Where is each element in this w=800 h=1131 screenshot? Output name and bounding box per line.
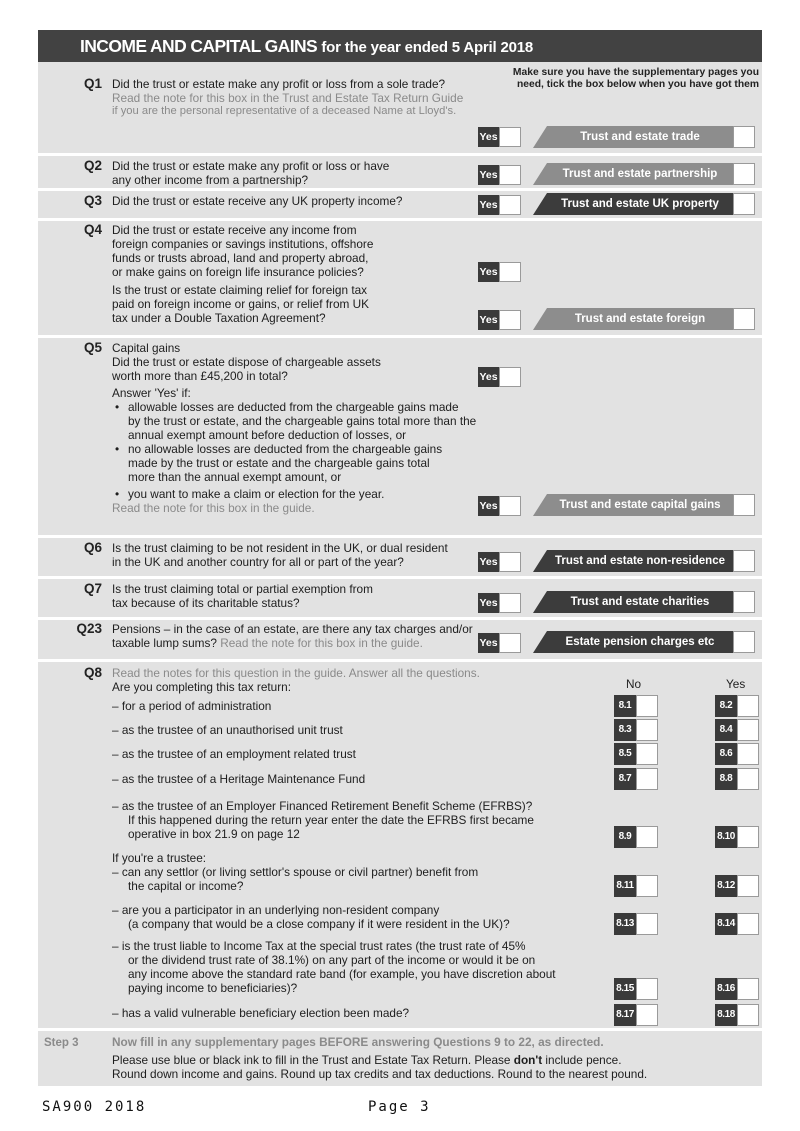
q5-dispose-yes-checkbox[interactable]	[478, 367, 521, 387]
box-8-4-yes[interactable]	[715, 719, 759, 741]
box-label: 8.7	[614, 768, 636, 790]
box-8-7-no[interactable]	[614, 768, 658, 790]
q4-income-yes-box[interactable]	[499, 262, 521, 282]
q5-answer-intro: Answer 'Yes' if:	[112, 386, 191, 400]
q8-row8-text	[112, 939, 556, 995]
step-3-label: Step 3	[44, 1037, 79, 1049]
q7-yes-box[interactable]	[499, 593, 521, 613]
box-8-15-no[interactable]	[614, 978, 658, 1000]
box-label: 8.12	[715, 875, 737, 897]
q1-note-line2: if you are the personal representative of a deceased Name at Lloyd's.	[112, 105, 457, 117]
step3-line1: Now fill in any supplementary pages BEFORE answering Questions 9 to 22, as directed.	[112, 1035, 604, 1049]
box-label: 8.13	[614, 913, 636, 935]
charities-pages-checkbox[interactable]	[733, 591, 755, 613]
q2-yes-checkbox[interactable]	[478, 165, 521, 185]
q2-line1: Did the trust or estate make any profit or loss or have	[112, 159, 390, 173]
trade-pages-checkbox[interactable]	[733, 126, 755, 148]
column-header-yes: Yes	[726, 677, 746, 691]
q2-line2: any other income from a partnership?	[112, 173, 309, 187]
question-number-q4: Q4	[83, 222, 102, 237]
q5-bullet3: • you want to make a claim or election for the year.	[112, 487, 476, 501]
yes-label: Yes	[478, 633, 499, 653]
q4-relief-yes-checkbox[interactable]	[478, 310, 521, 330]
step-3-text	[112, 1035, 647, 1081]
box-label: 8.3	[614, 719, 636, 741]
box-input[interactable]	[636, 826, 658, 848]
box-8-5-no[interactable]	[614, 743, 658, 765]
q4-relief-yes-box[interactable]	[499, 310, 521, 330]
q4-income-yes-checkbox[interactable]	[478, 262, 521, 282]
box-input[interactable]	[737, 719, 759, 741]
divider	[38, 153, 762, 156]
q2-yes-box[interactable]	[499, 165, 521, 185]
page-number: Page 3	[368, 1099, 431, 1115]
divider	[38, 659, 762, 662]
yes-label: Yes	[478, 262, 499, 282]
box-8-12-yes[interactable]	[715, 875, 759, 897]
box-input[interactable]	[636, 913, 658, 935]
section-title	[80, 36, 533, 57]
yes-label: Yes	[478, 552, 499, 572]
divider	[38, 1028, 762, 1031]
q5-bullet1-line3: annual exempt amount before deduction of losses, or	[128, 428, 407, 442]
box-label: 8.15	[614, 978, 636, 1000]
q7-line2: tax because of its charitable status?	[112, 596, 300, 610]
column-header-no: No	[626, 677, 642, 691]
tab-trust-estate-charities[interactable]	[533, 591, 759, 613]
box-8-9-no[interactable]	[614, 826, 658, 848]
q5-note: Read the note for this box in the guide.	[112, 501, 315, 515]
yes-label: Yes	[478, 367, 499, 387]
q8-row2-text: – as the trustee of an unauthorised unit trust	[112, 723, 343, 737]
box-label: 8.16	[715, 978, 737, 1000]
q8-row8-line4: paying income to beneficiaries)?	[128, 981, 298, 995]
tab-label-partnership: Trust and estate partnership	[562, 168, 718, 180]
partnership-pages-checkbox[interactable]	[733, 163, 755, 185]
q8-trustee-label: If you're a trustee:	[112, 851, 207, 865]
box-input[interactable]	[737, 875, 759, 897]
q8-row5-text	[112, 799, 534, 841]
question-number-q7: Q7	[83, 581, 102, 596]
box-8-10-yes[interactable]	[715, 826, 759, 848]
section-title-sub: for the year ended 5 April 2018	[321, 39, 534, 56]
box-8-2-yes[interactable]	[715, 695, 759, 717]
tab-label-pension: Estate pension charges etc	[565, 636, 715, 648]
q8-row4-text: – as the trustee of a Heritage Maintenance Fund	[112, 772, 366, 786]
q8-row5-line2: If this happened during the return year enter the date the EFRBS first became	[128, 813, 534, 827]
box-8-13-no[interactable]	[614, 913, 658, 935]
q6-yes-box[interactable]	[499, 552, 521, 572]
box-input[interactable]	[737, 743, 759, 765]
q8-row7-line1: – are you a participator in an underlying non-resident company	[112, 903, 440, 917]
question-number-q3: Q3	[83, 193, 102, 208]
question-number-q8: Q8	[83, 665, 102, 680]
section-title-main: INCOME AND CAPITAL GAINS	[80, 36, 318, 56]
question-text-q7	[112, 582, 373, 610]
tab-estate-pension-charges[interactable]	[533, 631, 759, 653]
box-label: 8.9	[614, 826, 636, 848]
supp-note-line1: Make sure you have the supplementary pages you	[512, 67, 759, 78]
box-8-1-no[interactable]	[614, 695, 658, 717]
tab-trust-estate-foreign[interactable]	[533, 308, 759, 330]
form-reference: SA900 2018	[42, 1099, 147, 1115]
tab-trust-estate-partnership[interactable]	[533, 163, 759, 185]
uk-property-pages-checkbox[interactable]	[733, 193, 755, 215]
supplementary-pages-note	[493, 67, 759, 91]
q4-line7: tax under a Double Taxation Agreement?	[112, 311, 326, 325]
box-8-11-no[interactable]	[614, 875, 658, 897]
step3-line2	[112, 1053, 647, 1067]
q4-line4: or make gains on foreign life insurance policies?	[112, 265, 364, 279]
q6-yes-checkbox[interactable]	[478, 552, 521, 572]
q7-line1: Is the trust claiming total or partial exemption from	[112, 582, 373, 596]
q23-line1: Pensions – in the case of an estate, are there any tax charges and/or	[112, 622, 473, 636]
foreign-pages-checkbox[interactable]	[733, 308, 755, 330]
q5-line1: Capital gains	[112, 341, 181, 355]
q5-bullet1-line1: • allowable losses are deducted from the chargeable gains made	[112, 400, 476, 414]
box-label: 8.4	[715, 719, 737, 741]
q3-yes-checkbox[interactable]	[478, 195, 521, 215]
box-label: 8.8	[715, 768, 737, 790]
step3-line3: Round down income and gains. Round up tax credits and tax deductions. Round to the nearest pound.	[112, 1067, 648, 1081]
box-label: 8.5	[614, 743, 636, 765]
q4-line5: Is the trust or estate claiming relief for foreign tax	[112, 283, 368, 297]
divider	[38, 617, 762, 620]
q8-row6-line1: – can any settlor (or living settlor's spouse or civil partner) benefit from	[112, 865, 479, 879]
box-label: 8.14	[715, 913, 737, 935]
box-input[interactable]	[737, 1004, 759, 1026]
box-8-16-yes[interactable]	[715, 978, 759, 1000]
question-text-q5	[112, 341, 476, 515]
box-input[interactable]	[636, 743, 658, 765]
box-input[interactable]	[636, 768, 658, 790]
question-text-q8	[112, 666, 480, 694]
question-number-q5: Q5	[83, 340, 102, 355]
divider	[38, 576, 762, 579]
box-input[interactable]	[636, 695, 658, 717]
tab-label-non-residence: Trust and estate non-residence	[555, 555, 725, 567]
question-text-q4	[112, 223, 373, 325]
q5-claim-yes-checkbox[interactable]	[478, 496, 521, 516]
box-input[interactable]	[636, 719, 658, 741]
q4-line1: Did the trust or estate receive any income from	[112, 223, 357, 237]
q8-row8-line3: any income above the standard rate band (for example, you have discretion about	[128, 967, 556, 981]
box-label: 8.1	[614, 695, 636, 717]
question-text-q3: Did the trust or estate receive any UK property income?	[112, 194, 403, 208]
yes-label: Yes	[478, 127, 499, 147]
q4-line3: funds or trusts abroad, land and property abroad,	[112, 251, 369, 265]
q8-row7-text	[112, 903, 510, 931]
box-input[interactable]	[737, 695, 759, 717]
q1-text: Did the trust or estate make any profit or loss from a sole trade?	[112, 77, 446, 91]
tax-return-page	[38, 30, 762, 1086]
q1-yes-box[interactable]	[499, 127, 521, 147]
box-input[interactable]	[737, 913, 759, 935]
question-number-q1: Q1	[83, 76, 102, 91]
q5-dispose-yes-box[interactable]	[499, 367, 521, 387]
box-label: 8.6	[715, 743, 737, 765]
tab-trust-estate-trade[interactable]	[533, 126, 759, 148]
questions-panel	[38, 62, 762, 1086]
tab-label-trade: Trust and estate trade	[580, 131, 700, 143]
box-label: 8.10	[715, 826, 737, 848]
yes-label: Yes	[478, 310, 499, 330]
q5-bullet2-line3: more than the annual exempt amount, or	[128, 470, 342, 484]
q8-row8-line1: – is the trust liable to Income Tax at the special trust rates (the trust rate of 45%	[112, 939, 526, 953]
q6-line1: Is the trust claiming to be not resident in the UK, or dual resident	[112, 541, 448, 555]
question-text-q6	[112, 541, 448, 569]
divider	[38, 188, 762, 191]
q5-line2: Did the trust or estate dispose of chargeable assets	[112, 355, 381, 369]
q8-row9-text: – has a valid vulnerable beneficiary election been made?	[112, 1006, 410, 1020]
box-input[interactable]	[737, 978, 759, 1000]
tab-label-capital-gains: Trust and estate capital gains	[559, 499, 721, 511]
question-text-q2	[112, 159, 389, 187]
q8-row3-text: – as the trustee of an employment related trust	[112, 747, 356, 761]
divider	[38, 335, 762, 338]
q5-claim-yes-box[interactable]	[499, 496, 521, 516]
step3-line2a: Please use blue or black ink to fill in the Trust and Estate Tax Return. Please	[112, 1053, 514, 1067]
box-input[interactable]	[737, 826, 759, 848]
q8-row5-line1: – as the trustee of an Employer Financed Retirement Benefit Scheme (EFRBS)?	[112, 799, 533, 813]
q23-yes-box[interactable]	[499, 633, 521, 653]
capital-gains-pages-checkbox[interactable]	[733, 494, 755, 516]
q8-row6-line2: the capital or income?	[128, 879, 244, 893]
yes-label: Yes	[478, 593, 499, 613]
box-label: 8.2	[715, 695, 737, 717]
q1-yes-checkbox[interactable]	[478, 127, 521, 147]
question-text-q1	[112, 77, 463, 118]
yes-label: Yes	[478, 496, 499, 516]
supp-note-line2: need, tick the box below when you have got them	[516, 79, 759, 90]
q8-note: Read the notes for this question in the guide. Answer all the questions.	[112, 666, 480, 680]
q8-row8-line2: or the dividend trust rate of 38.1%) on any part of the income or would it be on	[128, 953, 536, 967]
question-number-q23: Q23	[76, 621, 102, 636]
question-number-q2: Q2	[83, 158, 102, 173]
q23-yes-checkbox[interactable]	[478, 633, 521, 653]
tab-label-charities: Trust and estate charities	[570, 596, 710, 608]
box-8-17-no[interactable]	[614, 1004, 658, 1026]
box-input[interactable]	[737, 768, 759, 790]
step3-line2b: don't	[513, 1053, 543, 1067]
section-header	[38, 30, 762, 62]
pension-pages-checkbox[interactable]	[733, 631, 755, 653]
tab-trust-estate-non-residence[interactable]	[533, 550, 759, 572]
box-input[interactable]	[636, 1004, 658, 1026]
box-8-6-yes[interactable]	[715, 743, 759, 765]
box-input[interactable]	[636, 978, 658, 1000]
q5-bullet2-line2: made by the trust or estate and the chargeable gains total	[128, 456, 430, 470]
q8-trustee-block	[112, 851, 478, 893]
q1-note-line1: Read the note for this box in the Trust and Estate Tax Return Guide	[112, 91, 464, 105]
step3-line2c: include pence.	[542, 1053, 622, 1067]
tab-trust-estate-capital-gains[interactable]	[533, 494, 759, 516]
box-8-3-no[interactable]	[614, 719, 658, 741]
q5-bullet2-line1: • no allowable losses are deducted from the chargeable gains	[112, 442, 476, 456]
box-8-8-yes[interactable]	[715, 768, 759, 790]
q4-line6: paid on foreign income or gains, or relief from UK	[112, 297, 370, 311]
q7-yes-checkbox[interactable]	[478, 593, 521, 613]
yes-label: Yes	[478, 195, 499, 215]
box-input[interactable]	[636, 875, 658, 897]
box-8-18-yes[interactable]	[715, 1004, 759, 1026]
box-label: 8.18	[715, 1004, 737, 1026]
q8-row1-text: – for a period of administration	[112, 699, 272, 713]
divider	[38, 535, 762, 538]
q4-line2: foreign companies or savings institutions, offshore	[112, 237, 374, 251]
q23-line2a: taxable lump sums?	[112, 636, 217, 650]
divider	[38, 218, 762, 221]
tab-label-uk-property: Trust and estate UK property	[561, 198, 719, 210]
q23-note: Read the note for this box in the guide.	[220, 636, 423, 650]
question-number-q6: Q6	[83, 540, 102, 555]
tab-trust-estate-uk-property[interactable]	[533, 193, 759, 215]
box-label: 8.11	[614, 875, 636, 897]
yes-label: Yes	[478, 165, 499, 185]
q8-row5-line3: operative in box 21.9 on page 12	[128, 827, 300, 841]
q5-line3: worth more than £45,200 in total?	[112, 369, 288, 383]
q8-intro: Are you completing this tax return:	[112, 680, 292, 694]
q3-yes-box[interactable]	[499, 195, 521, 215]
box-label: 8.17	[614, 1004, 636, 1026]
question-text-q23	[112, 622, 473, 650]
q8-row7-line2: (a company that would be a close company if it were resident in the UK)?	[128, 917, 510, 931]
non-residence-pages-checkbox[interactable]	[733, 550, 755, 572]
box-8-14-yes[interactable]	[715, 913, 759, 935]
q5-bullet1-line2: by the trust or estate, and the chargeable gains total more than the	[128, 414, 477, 428]
tab-label-foreign: Trust and estate foreign	[574, 313, 706, 325]
q6-line2: in the UK and another country for all or part of the year?	[112, 555, 404, 569]
